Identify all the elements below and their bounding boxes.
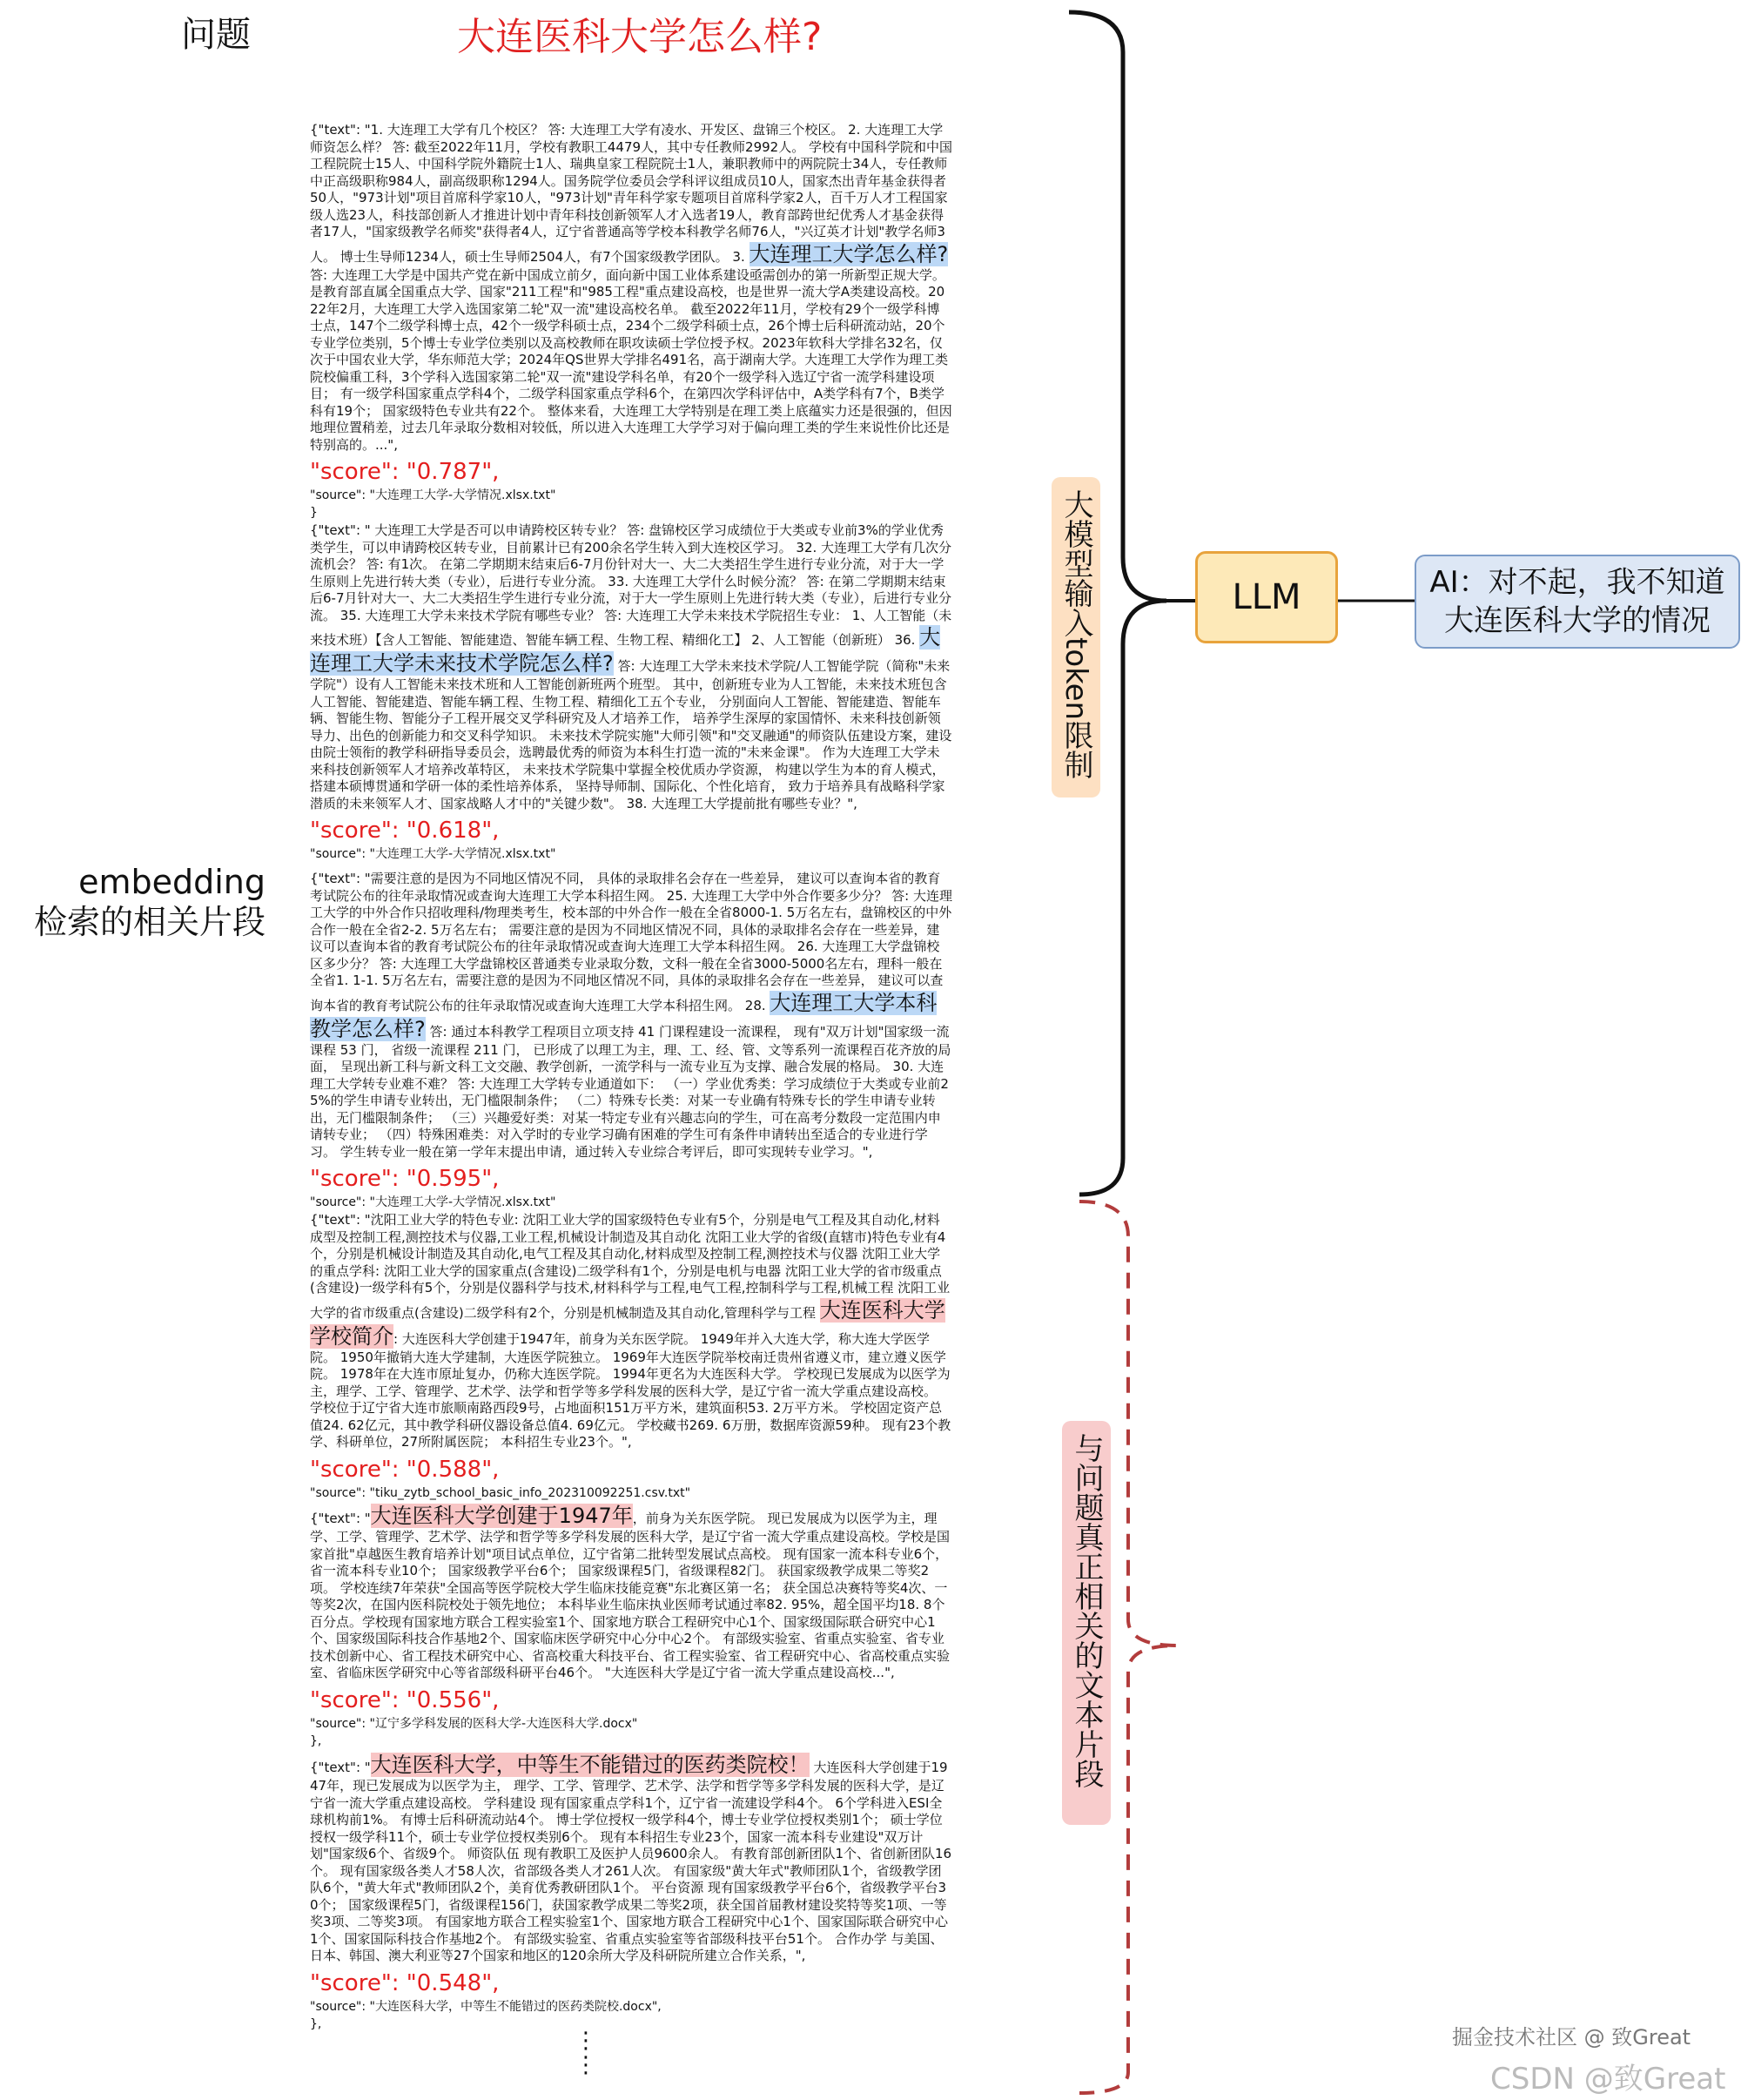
chunk-close: }, bbox=[310, 1733, 322, 1748]
token-limit-label: 大模型输入token限制 bbox=[1059, 489, 1093, 780]
embedding-label-line2: 检索的相关片段 bbox=[33, 903, 266, 941]
chunk-close: }, bbox=[310, 2016, 322, 2031]
relevant-box bbox=[1062, 1421, 1111, 1825]
chunk-score: "score": "0.787", bbox=[310, 459, 500, 485]
ai-response-line2: 大连医科大学的情况 bbox=[1443, 603, 1711, 638]
retrieved-chunk bbox=[310, 122, 952, 522]
chunk-score: "score": "0.595", bbox=[310, 1166, 500, 1192]
chunk-score: "score": "0.556", bbox=[310, 1686, 500, 1713]
retrieved-chunk bbox=[310, 1212, 952, 1502]
dots-glyph: ⋮ bbox=[575, 2028, 597, 2054]
relevant-label: 与问题真正相关的文本片段 bbox=[1069, 1433, 1104, 1788]
ai-response-box bbox=[1415, 555, 1740, 649]
dots-glyph: ⋮ bbox=[575, 2052, 597, 2078]
watermark-csdn: CSDN @致Great bbox=[1490, 2062, 1726, 2097]
question-text: 大连医科大学怎么样? bbox=[457, 15, 823, 59]
ai-response-line1: AI：对不起，我不知道 bbox=[1429, 565, 1725, 600]
chunk-text: 大连医科大学创建于1947年，现已发展成为以医学为主， 理学、工学、管理学、艺术学、法学和哲学等多学科发展的医科大学，是辽宁省一流大学重点建设高校。 学科建设 现有国家重点学科1个，辽宁省一流建设学科4个。 6个学科进入ESI全球机构前1%。 有博士后科研流动站4个。 博士学位授权一级学科4个，博士专业学位授权类别1个； 硕士学位授权一级学科11个，硕士专业学位授权类别6个。 现有本科招生专业23个，国家一流本科专业建设"双万计划"国家级6个、省级9个。 师资队伍 现有教职工及医护人员9600余人。 有教育部创新团队1个、省创新团队16个。 现有国家级各类人才58人次，省部级各类人才261人次。 有国家级"黄大年式"教师团队1个，省级教学团队6个，"黄大年式"教师团队2个，美育优秀教研团队1个。 平台资源 现有国家级教学平台6个，省级教学平台30个； 国家级课程5门，省级课程156门，获国家教学成果二等奖2项，获全国首届教材建设奖特等奖1项、一等奖3项、二等奖3项。 有国家地方联合工程实验室1个、国家地方联合工程研究中心1个、国家国际联合研究中心1个、国家国际科技合作基地2个。 有部级实验室、省重点实验室等省部级科技平台51个。 合作办学 与美国、日本、韩国、澳大利亚等27个国家和地区的120余所大学及科研院所建立合作关系，", bbox=[310, 1760, 952, 1963]
chunk-text: ，前身为关东医学院。 现已发展成为以医学为主，理学、工学、管理学、艺术学、法学和哲学等多学科发展的医科大学，是辽宁省一流大学重点建设高校。学校是国家首批"卓越医生教育培养计划"项目试点单位，辽宁省第二批转型发展试点高校。 现有国家一流本科专业6个，省一流本科专业10个； 国家级教学平台6个； 国家级课程5门，省级课程82门。 获国家级教学成果二等奖2项。 学校连续7年荣获"全国高等医学院校大学生临床技能竞赛"东北赛区第一名； 获全国总决赛特等奖4次、一等奖2次，在国内医科院校处于领先地位； 本科毕业生临床执业医师考试通过率82. 95%，超全国平均18. 8个百分点。学校现有国家地方联合工程实验室1个、国家地方联合工程研究中心1个、国家级国际联合研究中心1个、国家级国际科技合作基地2个、国家临床医学研究中心分中心2个。 有部级实验室、省重点实验室、省专业技术创新中心、省工程技术研究中心、省高校重大科技平台、省工程实验室、省工程研究中心、省高校重点实验室、省临床医学研究中心等省部级科研平台46个。 "大连医科大学是辽宁省一流大学重点建设高校...", bbox=[310, 1511, 951, 1680]
chunk-score: "score": "0.588", bbox=[310, 1456, 500, 1483]
chunk-text: 答: 大连理工大学是中国共产党在新中国成立前夕，面向新中国工业体系建设亟需创办的第一所新型正规大学。 是教育部直属全国重点大学、国家"211工程"和"985工程"重点建设高校，也是世界一流大学A类建设高校。2022年2月，大连理工大学入选国家第二轮"双一流"建设高校名单。 截至2022年11月，学校有29个一级学科博士点，147个二级学科博士点，42个一级学科硕士点，234个二级学科硕士点，26个博士后科研流动站，20个专业学位类别，5个博士专业学位类别以及高校教师在职攻读硕士学位授予权。2023年软科大学排名32名，仅次于中国农业大学，华东师范大学；2024年QS世界大学排名491名，高于湖南大学。大连理工大学作为理工类院校偏重工科，3个学科入选国家第二轮"双一流"建设学科名单，有20个一级学科入选辽宁省一流学科建设项目； 有一级学科国家重点学科4个，二级学科国家重点学科6个，在第四次学科评估中，A类学科有7个，B类学科有19个； 国家级特色专业共有22个。 整体来看，大连理工大学特别是在理工类上底蕴实力还是很强的，但因地理位置稍差，过去几年录取分数相对较低，所以进入大连理工大学学习对于偏向理工类的学生来说性价比还是特别高的。...", bbox=[310, 266, 952, 453]
watermark-juejin: 掘金技术社区 @ 致Great bbox=[1452, 2025, 1691, 2050]
question-label: 问题 bbox=[181, 15, 251, 55]
retrieved-chunk bbox=[310, 522, 952, 863]
chunk-highlight: 大连医科大学学校简介 bbox=[310, 1297, 945, 1349]
chunk-text: 答: 大连理工大学未来技术学院/人工智能学院（简称"未来学院"）设有人工智能未来技术班和人工智能创新班两个班型。 其中，创新班专业为人工智能，未来技术班包含人工智能、智能建造、智能车辆工程、生物工程、精细化工五个专业， 分别面向人工智能、智能建造、智能车辆、智能生物、智能分子工程开展交叉学科研究及人才培养工作， 培养学生深厚的家国情怀、未来科技创新领导力、出色的创新能力和交叉科学知识。 未来技术学院实施"大师引领"和"交叉融通"的师资队伍建设方案，建设由院士领衔的教学科研指导委员会，选聘最优秀的师资为本科生打造一流的"未来金课"。 作为大连理工大学未来科技创新领军人才培养改革特区， 未来技术学院集中掌握全校优质办学资源， 构建以学生为本的育人模式， 搭建本硕博贯通和学研一体的柔性培养体系， 坚持导师制、国际化、个性化培育， 致力于培养具有战略科学家潜质的未来领军人才、国家战略人才中的"关键少数"。 38. 大连理工大学提前批有哪些专业？", bbox=[310, 658, 952, 811]
chunk-text: {"text": "需要注意的是因为不同地区情况不同， 具体的录取排名会存在一些差异， 建议可以查询本省的教育考试院公布的往年录取情况或查询大连理工大学本科招生网。 25. 大连理工大学中外合作要多少分？ 答: 大连理工大学的中外合作只招收理科/物理类考生，校本部的中外合作一般在全省8000-1. 5万名左右，盘锦校区的中外合作一般在全省2-2. 5万名左右； 需要注意的是因为不同地区情况不同，具体的录取排名会存在一些差异，建议可以查询本省的教育考试院公布的往年录取情况或查询大连理工大学本科招生网。 26. 大连理工大学盘锦校区多少分？ 答: 大连理工大学盘锦校区普通类专业录取分数，文科一般在全省3000-5000名左右，理科一般在全省1. 1-1. 5万名左右，需要注意的是因为不同地区情况不同，具体的录取排名会存在一些差异， 建议可以查询本省的教育考试院公布的往年录取情况或查询大连理工大学本科招生网。 28. bbox=[310, 871, 952, 1013]
token-limit-box bbox=[1052, 477, 1100, 798]
chunk-score: "score": "0.548", bbox=[310, 1969, 500, 1996]
chunk-text: {"text": "沈阳工业大学的特色专业: 沈阳工业大学的国家级特色专业有5个，分别是电气工程及其自动化,材料成型及控制工程,测控技术与仪器,工业工程,机械设计制造及其自动化 沈阳工业大学的省级(直辖市)特色专业有4个，分别是机械设计制造及其自动化,电气工程及其自动化,材料成型及控制工程,测控技术与仪器 沈阳工业大学的重点学科: 沈阳工业大学的国家重点(含建设)二级学科有1个，分别是电机与电器 沈阳工业大学的省市级重点(含建设)一级学科有5个，分别是仪器科学与技术,材料科学与工程,电气工程,控制科学与工程,机械工程 沈阳工业大学的省市级重点(含建设)二级学科有2个，分别是机械制造及其自动化,管理科学与工程 bbox=[310, 1212, 951, 1321]
retrieved-chunk bbox=[310, 1503, 952, 1750]
chunk-text: {"text": "1. 大连理工大学有几个校区？ 答: 大连理工大学有凌水、开发区、盘锦三个校区。 2. 大连理工大学师资怎么样？ 答: 截至2022年11月，学校有教职工4479人，其中专任教师2992人。 学校有中国科学院和中国工程院院士15人、中国科学院外籍院士1人、瑞典皇家工程院院士1人，兼职教师中的两院院士34人，专任教师中正高级职称984人，副高级职称1294人。国务院学位委员会学科评议组成员10人，国家杰出青年基金获得者50人，"973计划"项目首席科学家10人，"973计划"青年科学家专题项目首席科学家2人，百千万人才工程国家级人选23人，科技部创新人才推进计划中青年科技创新领军人才入选者19人，教育部跨世纪优秀人才基金获得者17人，"国家级教学名师奖"获得者4人，辽宁省普通高等学校本科教学名师76人，"兴辽英才计划"教学名师3人。 博士生导师1234人，硕士生导师2504人，有7个国家级教学团队。 3. bbox=[310, 122, 952, 265]
chunk-highlight: 大连理工大学怎么样? bbox=[749, 241, 949, 266]
chunk-highlight: 大连医科大学，中等生不能错过的医药类院校！ bbox=[370, 1753, 810, 1777]
chunk-text: {"text": " bbox=[310, 1511, 371, 1526]
retrieved-chunk bbox=[310, 871, 952, 1211]
embedding-label bbox=[17, 862, 266, 942]
chunk-source: "source": "tiku_zytb_school_basic_info_202310092251.csv.txt" bbox=[310, 1485, 691, 1500]
chunk-highlight: 大连医科大学创建于1947年 bbox=[370, 1504, 633, 1528]
chunk-source: "source": "大连理工大学-大学情况.xlsx.txt" bbox=[310, 488, 556, 502]
chunk-source: "source": "辽宁多学科发展的医科大学-大连医科大学.docx" bbox=[310, 1716, 638, 1731]
chunk-source: "source": "大连医科大学，中等生不能错过的医药类院校.docx", bbox=[310, 1999, 662, 2014]
chunk-score: "score": "0.618", bbox=[310, 818, 500, 844]
ellipsis-dots bbox=[575, 2028, 597, 2078]
chunk-text: 答: 通过本科教学工程项目立项支持 41 门课程建设一流课程， 现有"双万计划"国家级一流课程 53 门， 省级一流课程 211 门， 已形成了以理工为主，理、工、经、管、文等系列一流课程百花齐放的局面， 呈现出新工科与新文科工文交融、教学创新，一流学科与一流专业互为支撑、融合发展的格局。 30. 大连理工大学转专业难不难？ 答: 大连理工大学转专业通道如下： （一）学业优秀类：学习成绩位于大类或专业前25%的学生申请专业转出，无门槛限制条件； （二）特殊专长类：对某一专业确有特殊专长的学生申请专业转出，无门槛限制条件； （三）兴趣爱好类：对某一特定专业有兴趣志向的学生，可在高考分数段一定范围内申请转专业； （四）特殊困难类：对入学时的专业学习确有困难的学生可有条件申请转出至适合的专业进行学习。 学生转专业一般在第一学年末提出申请，通过转入专业综合考评后，即可实现转专业学习。", bbox=[310, 1023, 951, 1160]
chunk-text: {"text": " bbox=[310, 1760, 371, 1775]
chunk-close: } bbox=[310, 506, 318, 520]
chunk-source: "source": "大连理工大学-大学情况.xlsx.txt" bbox=[310, 847, 556, 861]
embedding-label-line1: embedding bbox=[78, 863, 266, 901]
chunk-text: : 大连医科大学创建于1947年，前身为关东医学院。 1949年并入大连大学，称大连大学医学院。 1950年撤销大连大学建制，大连医学院独立。 1969年大连医学院举校南迁贵州省遵义市，建立遵义医学院。 1978年在大连市原址复办，仍称大连医学院。 1994年更名为大连医科大学。 学校现已发展成为以医学为主，理学、工学、管理学、艺术学、法学和哲学等多学科发展的医科大学，是辽宁省一流大学重点建设高校。 学校位于辽宁省大连市旅顺南路西段9号，占地面积151万平方米，建筑面积53. 2万平方米。 学校固定资产总值24. 62亿元，其中教学科研仪器设备总值4. 69亿元。 学校藏书269. 6万册，数据库资源59种。 现有23个教学、科研单位，27所附属医院； 本科招生专业23个。", bbox=[310, 1330, 951, 1450]
chunk-text: {"text": " 大连理工大学是否可以申请跨校区转专业？ 答: 盘锦校区学习成绩位于大类或专业前3%的学业优秀类学生，可以申请跨校区转专业，目前累计已有200余名学生转入到大连校区学习。 32. 大连理工大学有几次分流机会？ 答: 有1次。 在第二学期期末结束后6-7月份针对大一、大二大类招生学生进行专业分流，对于大一学生原则上先进行转大类（专业），后进行专业分流。 33. 大连理工大学什么时候分流？ 答: 在第二学期期末结束后6-7月针对大一、大二大类招生学生进行专业分流，对于大一学生原则上先进行转大类（专业），后进行专业分流。 35. 大连理工大学未来技术学院有哪些专业？ 答: 大连理工大学未来技术学院招生专业： 1、人工智能（未来技术班）【含人工智能、智能建造、智能车辆工程、生物工程、精细化工】 2、人工智能（创新班） 36. bbox=[310, 522, 952, 648]
llm-box: LLM bbox=[1195, 551, 1338, 643]
chunk-source: "source": "大连理工大学-大学情况.xlsx.txt" bbox=[310, 1195, 556, 1209]
retrieved-chunk bbox=[310, 1752, 952, 2033]
chunk-highlight: 大连理工大学未来技术学院怎么样? bbox=[310, 625, 941, 676]
chunk-highlight: 大连理工大学本科教学怎么样? bbox=[310, 990, 938, 1041]
